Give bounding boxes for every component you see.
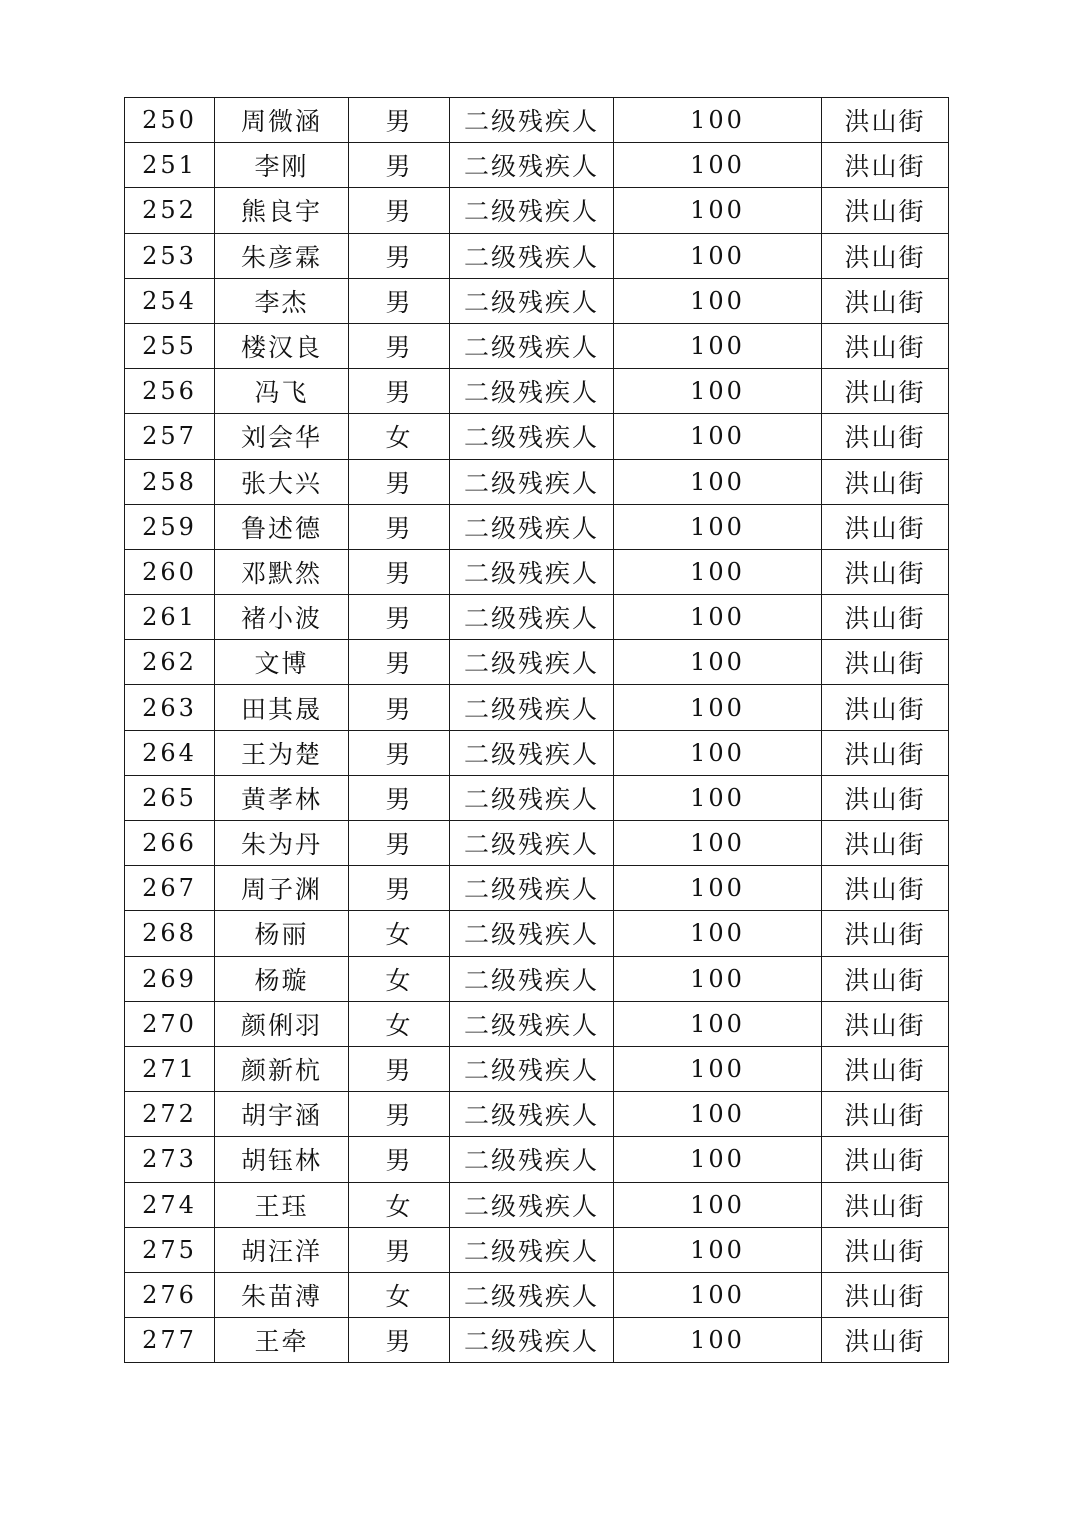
disability-level-cell: 二级残疾人 (450, 414, 614, 459)
street-cell: 洪山街 (822, 1046, 949, 1091)
street-cell: 洪山街 (822, 98, 949, 143)
name-cell: 田其晟 (215, 685, 349, 730)
street-cell: 洪山街 (822, 821, 949, 866)
table-row (125, 459, 949, 504)
table-row (125, 685, 949, 730)
street-cell: 洪山街 (822, 504, 949, 549)
amount-cell: 100 (614, 1318, 822, 1363)
table-row (125, 1227, 949, 1272)
name-cell: 李刚 (215, 143, 349, 188)
disability-level-cell: 二级残疾人 (450, 1092, 614, 1137)
table-row (125, 866, 949, 911)
gender-cell: 男 (349, 459, 450, 504)
gender-cell: 男 (349, 369, 450, 414)
disability-level-cell: 二级残疾人 (450, 233, 614, 278)
amount-cell: 100 (614, 143, 822, 188)
amount-cell: 100 (614, 1001, 822, 1046)
amount-cell: 100 (614, 1227, 822, 1272)
table-row (125, 233, 949, 278)
serial-number-cell: 251 (125, 143, 215, 188)
name-cell: 周子渊 (215, 866, 349, 911)
serial-number-cell: 261 (125, 595, 215, 640)
name-cell: 王牵 (215, 1318, 349, 1363)
gender-cell: 男 (349, 188, 450, 233)
gender-cell: 男 (349, 595, 450, 640)
gender-cell: 男 (349, 1046, 450, 1091)
table-row (125, 278, 949, 323)
amount-cell: 100 (614, 278, 822, 323)
amount-cell: 100 (614, 775, 822, 820)
serial-number-cell: 277 (125, 1318, 215, 1363)
disability-level-cell: 二级残疾人 (450, 369, 614, 414)
disability-level-cell: 二级残疾人 (450, 323, 614, 368)
amount-cell: 100 (614, 1182, 822, 1227)
table-row (125, 414, 949, 459)
serial-number-cell: 270 (125, 1001, 215, 1046)
disability-level-cell: 二级残疾人 (450, 595, 614, 640)
street-cell: 洪山街 (822, 775, 949, 820)
amount-cell: 100 (614, 911, 822, 956)
name-cell: 朱苗溥 (215, 1272, 349, 1317)
gender-cell: 男 (349, 233, 450, 278)
gender-cell: 男 (349, 1137, 450, 1182)
street-cell: 洪山街 (822, 233, 949, 278)
amount-cell: 100 (614, 233, 822, 278)
table-row (125, 369, 949, 414)
table-row (125, 1318, 949, 1363)
table-row (125, 775, 949, 820)
street-cell: 洪山街 (822, 911, 949, 956)
serial-number-cell: 268 (125, 911, 215, 956)
gender-cell: 男 (349, 730, 450, 775)
disability-level-cell: 二级残疾人 (450, 1318, 614, 1363)
street-cell: 洪山街 (822, 866, 949, 911)
amount-cell: 100 (614, 866, 822, 911)
disability-level-cell: 二级残疾人 (450, 143, 614, 188)
table-row (125, 323, 949, 368)
street-cell: 洪山街 (822, 549, 949, 594)
amount-cell: 100 (614, 504, 822, 549)
gender-cell: 女 (349, 911, 450, 956)
disability-level-cell: 二级残疾人 (450, 1001, 614, 1046)
disability-level-cell: 二级残疾人 (450, 1046, 614, 1091)
name-cell: 颜新杭 (215, 1046, 349, 1091)
disability-level-cell: 二级残疾人 (450, 640, 614, 685)
gender-cell: 男 (349, 685, 450, 730)
street-cell: 洪山街 (822, 1227, 949, 1272)
amount-cell: 100 (614, 188, 822, 233)
street-cell: 洪山街 (822, 459, 949, 504)
disability-level-cell: 二级残疾人 (450, 911, 614, 956)
gender-cell: 男 (349, 504, 450, 549)
street-cell: 洪山街 (822, 1137, 949, 1182)
disability-level-cell: 二级残疾人 (450, 866, 614, 911)
name-cell: 鲁述德 (215, 504, 349, 549)
disability-level-cell: 二级残疾人 (450, 1137, 614, 1182)
name-cell: 朱为丹 (215, 821, 349, 866)
table-row (125, 1182, 949, 1227)
street-cell: 洪山街 (822, 278, 949, 323)
table-row (125, 1137, 949, 1182)
serial-number-cell: 266 (125, 821, 215, 866)
serial-number-cell: 265 (125, 775, 215, 820)
serial-number-cell: 272 (125, 1092, 215, 1137)
table-row (125, 188, 949, 233)
name-cell: 冯飞 (215, 369, 349, 414)
amount-cell: 100 (614, 640, 822, 685)
amount-cell: 100 (614, 414, 822, 459)
name-cell: 颜俐羽 (215, 1001, 349, 1046)
street-cell: 洪山街 (822, 1318, 949, 1363)
serial-number-cell: 271 (125, 1046, 215, 1091)
table-row (125, 1001, 949, 1046)
table-row (125, 1046, 949, 1091)
serial-number-cell: 259 (125, 504, 215, 549)
disability-level-cell: 二级残疾人 (450, 730, 614, 775)
serial-number-cell: 255 (125, 323, 215, 368)
serial-number-cell: 254 (125, 278, 215, 323)
gender-cell: 男 (349, 278, 450, 323)
name-cell: 李杰 (215, 278, 349, 323)
serial-number-cell: 276 (125, 1272, 215, 1317)
name-cell: 杨璇 (215, 956, 349, 1001)
gender-cell: 男 (349, 98, 450, 143)
street-cell: 洪山街 (822, 595, 949, 640)
table-row (125, 821, 949, 866)
serial-number-cell: 260 (125, 549, 215, 594)
disability-level-cell: 二级残疾人 (450, 775, 614, 820)
disability-level-cell: 二级残疾人 (450, 1272, 614, 1317)
gender-cell: 男 (349, 866, 450, 911)
amount-cell: 100 (614, 549, 822, 594)
serial-number-cell: 267 (125, 866, 215, 911)
street-cell: 洪山街 (822, 956, 949, 1001)
roster-table-body (125, 98, 949, 1363)
name-cell: 熊良宇 (215, 188, 349, 233)
gender-cell: 男 (349, 775, 450, 820)
street-cell: 洪山街 (822, 730, 949, 775)
street-cell: 洪山街 (822, 414, 949, 459)
table-row (125, 549, 949, 594)
disability-level-cell: 二级残疾人 (450, 1227, 614, 1272)
name-cell: 邓默然 (215, 549, 349, 594)
amount-cell: 100 (614, 1272, 822, 1317)
serial-number-cell: 262 (125, 640, 215, 685)
table-row (125, 640, 949, 685)
disability-level-cell: 二级残疾人 (450, 549, 614, 594)
street-cell: 洪山街 (822, 188, 949, 233)
name-cell: 张大兴 (215, 459, 349, 504)
name-cell: 王珏 (215, 1182, 349, 1227)
street-cell: 洪山街 (822, 640, 949, 685)
disability-level-cell: 二级残疾人 (450, 1182, 614, 1227)
serial-number-cell: 257 (125, 414, 215, 459)
amount-cell: 100 (614, 685, 822, 730)
name-cell: 杨丽 (215, 911, 349, 956)
name-cell: 胡宇涵 (215, 1092, 349, 1137)
gender-cell: 男 (349, 1227, 450, 1272)
table-row (125, 730, 949, 775)
amount-cell: 100 (614, 1137, 822, 1182)
serial-number-cell: 275 (125, 1227, 215, 1272)
gender-cell: 男 (349, 640, 450, 685)
amount-cell: 100 (614, 1092, 822, 1137)
serial-number-cell: 264 (125, 730, 215, 775)
amount-cell: 100 (614, 369, 822, 414)
name-cell: 胡钰林 (215, 1137, 349, 1182)
name-cell: 周微涵 (215, 98, 349, 143)
disability-level-cell: 二级残疾人 (450, 98, 614, 143)
table-row (125, 1272, 949, 1317)
disability-level-cell: 二级残疾人 (450, 504, 614, 549)
amount-cell: 100 (614, 956, 822, 1001)
street-cell: 洪山街 (822, 1272, 949, 1317)
street-cell: 洪山街 (822, 143, 949, 188)
street-cell: 洪山街 (822, 1182, 949, 1227)
gender-cell: 男 (349, 1092, 450, 1137)
amount-cell: 100 (614, 98, 822, 143)
gender-cell: 女 (349, 1182, 450, 1227)
amount-cell: 100 (614, 595, 822, 640)
serial-number-cell: 253 (125, 233, 215, 278)
name-cell: 朱彦霖 (215, 233, 349, 278)
serial-number-cell: 256 (125, 369, 215, 414)
street-cell: 洪山街 (822, 323, 949, 368)
serial-number-cell: 274 (125, 1182, 215, 1227)
table-row (125, 956, 949, 1001)
serial-number-cell: 273 (125, 1137, 215, 1182)
serial-number-cell: 263 (125, 685, 215, 730)
name-cell: 楼汉良 (215, 323, 349, 368)
table-row (125, 911, 949, 956)
disability-level-cell: 二级残疾人 (450, 278, 614, 323)
disability-level-cell: 二级残疾人 (450, 459, 614, 504)
table-row (125, 595, 949, 640)
street-cell: 洪山街 (822, 1092, 949, 1137)
name-cell: 刘会华 (215, 414, 349, 459)
amount-cell: 100 (614, 323, 822, 368)
gender-cell: 女 (349, 1001, 450, 1046)
amount-cell: 100 (614, 730, 822, 775)
gender-cell: 男 (349, 821, 450, 866)
table-row (125, 98, 949, 143)
table-row (125, 1092, 949, 1137)
roster-table (124, 97, 949, 1363)
serial-number-cell: 250 (125, 98, 215, 143)
name-cell: 胡汪洋 (215, 1227, 349, 1272)
table-row (125, 143, 949, 188)
gender-cell: 女 (349, 956, 450, 1001)
serial-number-cell: 269 (125, 956, 215, 1001)
gender-cell: 男 (349, 549, 450, 594)
table-row (125, 504, 949, 549)
gender-cell: 女 (349, 1272, 450, 1317)
amount-cell: 100 (614, 1046, 822, 1091)
disability-level-cell: 二级残疾人 (450, 956, 614, 1001)
name-cell: 文博 (215, 640, 349, 685)
street-cell: 洪山街 (822, 369, 949, 414)
name-cell: 褚小波 (215, 595, 349, 640)
disability-level-cell: 二级残疾人 (450, 188, 614, 233)
disability-level-cell: 二级残疾人 (450, 685, 614, 730)
amount-cell: 100 (614, 459, 822, 504)
disability-level-cell: 二级残疾人 (450, 821, 614, 866)
gender-cell: 男 (349, 1318, 450, 1363)
street-cell: 洪山街 (822, 685, 949, 730)
serial-number-cell: 252 (125, 188, 215, 233)
amount-cell: 100 (614, 821, 822, 866)
gender-cell: 男 (349, 323, 450, 368)
serial-number-cell: 258 (125, 459, 215, 504)
name-cell: 黄孝林 (215, 775, 349, 820)
gender-cell: 女 (349, 414, 450, 459)
street-cell: 洪山街 (822, 1001, 949, 1046)
name-cell: 王为楚 (215, 730, 349, 775)
gender-cell: 男 (349, 143, 450, 188)
